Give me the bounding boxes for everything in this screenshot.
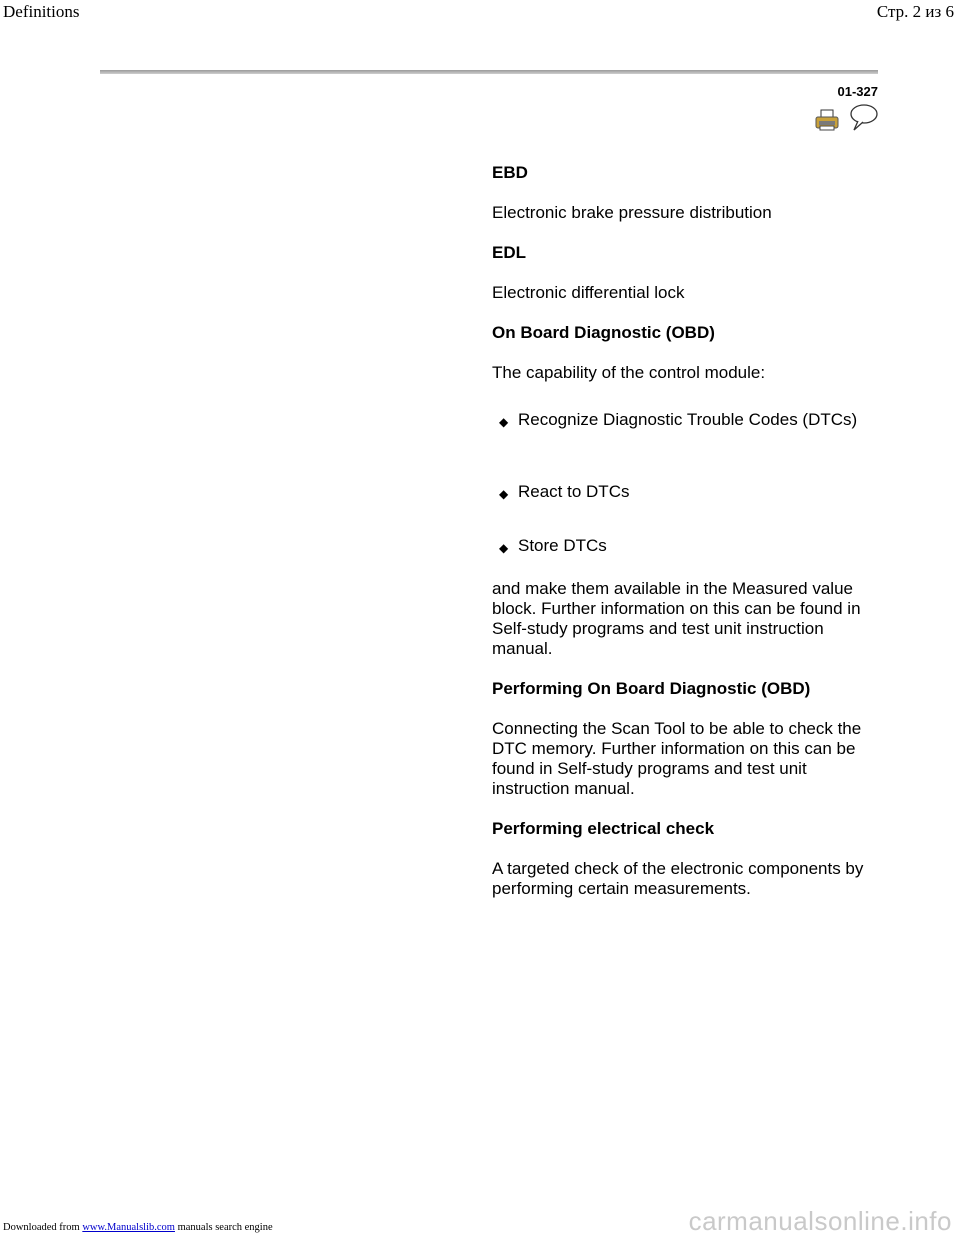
edl-title: EDL <box>492 243 526 262</box>
watermark: carmanualsonline.info <box>688 1206 952 1236</box>
page-title: Definitions <box>3 2 80 21</box>
header-divider <box>100 70 878 74</box>
perf-obd-title: Performing On Board Diagnostic (OBD) <box>492 679 811 698</box>
manualslib-link[interactable]: www.Manualslib.com <box>82 1222 175 1233</box>
perf-obd-description: Connecting the Scan Tool to be able to check the DTC memory. Further information on this can be found in Self-study programs and test unit instruction manual. <box>492 719 862 798</box>
diamond-bullet-icon: ◆ <box>499 541 509 555</box>
edl-description: Electronic differential lock <box>492 283 685 302</box>
page-counter: Стр. 2 из 6 <box>876 2 954 21</box>
obd-intro: The capability of the control module: <box>492 363 766 382</box>
speech-bubble-icon[interactable] <box>847 103 879 131</box>
document-number: 01-327 <box>837 84 878 99</box>
list-item <box>499 410 859 430</box>
printer-icon[interactable] <box>815 109 839 131</box>
perf-elec-title: Performing electrical check <box>492 819 715 838</box>
list-item <box>499 482 859 502</box>
list-item <box>499 536 859 556</box>
obd-description: and make them available in the Measured value block. Further information on this can be found in Self-study programs and test unit instruction manual. <box>492 579 861 658</box>
diamond-bullet-icon: ◆ <box>499 487 509 501</box>
footer <box>3 1222 273 1233</box>
list-item-text: Recognize Diagnostic Trouble Codes (DTCs) <box>518 410 858 429</box>
definitions-body-continued <box>492 579 864 899</box>
list-item-text: Store DTCs <box>518 536 607 555</box>
perf-elec-description: A targeted check of the electronic components by performing certain measurements. <box>492 859 864 898</box>
ebd-title: EBD <box>492 163 528 182</box>
footer-suffix: manuals search engine <box>177 1222 273 1233</box>
footer-prefix: Downloaded from <box>3 1222 80 1233</box>
diamond-bullet-icon: ◆ <box>499 415 509 429</box>
definitions-body <box>492 163 872 383</box>
list-item-text: React to DTCs <box>518 482 630 501</box>
obd-title: On Board Diagnostic (OBD) <box>492 323 715 342</box>
ebd-description: Electronic brake pressure distribution <box>492 203 772 222</box>
